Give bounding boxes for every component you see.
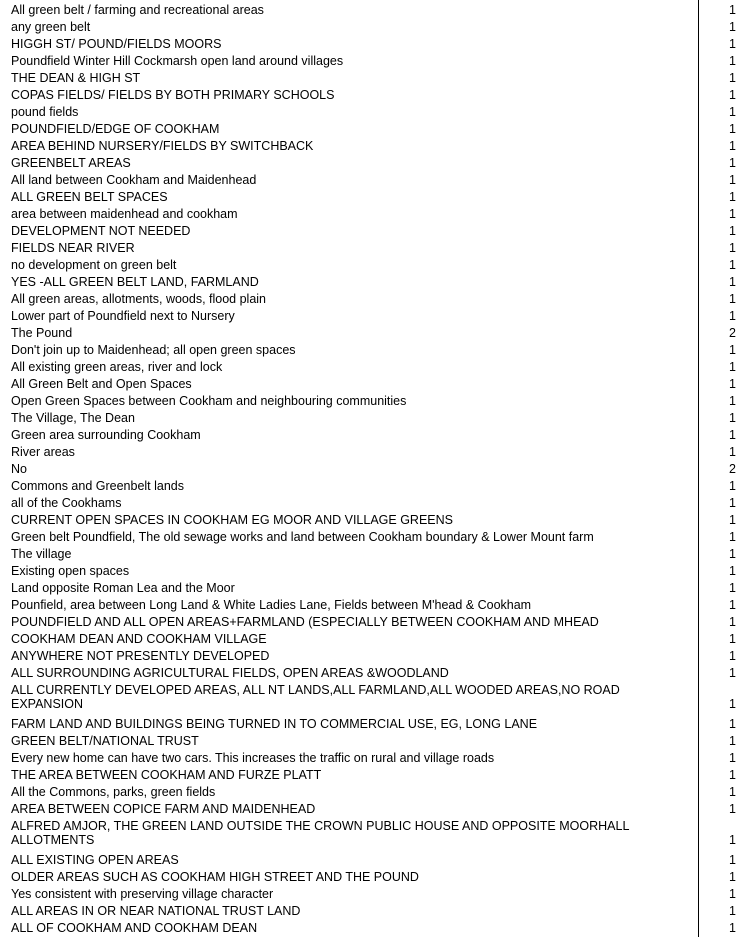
response-text: FARM LAND AND BUILDINGS BEING TURNED IN TO COMMERCIAL USE, EG, LONG LANE (11, 717, 538, 731)
table-row (0, 88, 747, 105)
response-text: The Pound (11, 326, 73, 340)
response-text: DEVELOPMENT NOT NEEDED (11, 224, 191, 238)
table-row (0, 921, 747, 938)
table-row (0, 802, 747, 819)
response-text: CURRENT OPEN SPACES IN COOKHAM EG MOOR AND VILLAGE GREENS (11, 513, 453, 527)
table-row (0, 768, 747, 785)
table-row (0, 683, 747, 714)
table-row (0, 360, 747, 377)
response-text: Existing open spaces (11, 564, 130, 578)
response-text: All land between Cookham and Maidenhead (11, 173, 257, 187)
response-text: All the Commons, parks, green fields (11, 785, 216, 799)
table-row (0, 632, 747, 649)
table-row (0, 37, 747, 54)
response-text: Pounfield, area between Long Land & White Ladies Lane, Fields between M'head & Cookham (11, 598, 532, 612)
response-text: ALL OF COOKHAM AND COOKHAM DEAN (11, 921, 258, 935)
table-row (0, 54, 747, 71)
table-row (0, 819, 747, 850)
table-row (0, 241, 747, 258)
table-row (0, 326, 747, 343)
table-row (0, 122, 747, 139)
response-count: 1 (729, 156, 736, 170)
response-text: COOKHAM DEAN AND COOKHAM VILLAGE (11, 632, 267, 646)
response-text: THE DEAN & HIGH ST (11, 71, 141, 85)
response-count: 1 (729, 241, 736, 255)
response-text: Land opposite Roman Lea and the Moor (11, 581, 235, 595)
response-count: 1 (729, 20, 736, 34)
table-row (0, 377, 747, 394)
response-text: The village (11, 547, 72, 561)
table-row (0, 445, 747, 462)
response-count: 1 (729, 904, 736, 918)
response-text: ALL GREEN BELT SPACES (11, 190, 168, 204)
response-text: ALL AREAS IN OR NEAR NATIONAL TRUST LAND (11, 904, 301, 918)
table-row (0, 343, 747, 360)
response-text: GREENBELT AREAS (11, 156, 131, 170)
response-count: 2 (729, 462, 736, 476)
response-text: ALL CURRENTLY DEVELOPED AREAS, ALL NT LANDS,ALL FARMLAND,ALL WOODED AREAS,NO ROAD EXPANSION (11, 683, 620, 711)
table-row (0, 224, 747, 241)
table-row (0, 207, 747, 224)
response-text: Yes consistent with preserving village character (11, 887, 274, 901)
table-row (0, 887, 747, 904)
response-text: COPAS FIELDS/ FIELDS BY BOTH PRIMARY SCHOOLS (11, 88, 335, 102)
response-text: Open Green Spaces between Cookham and neighbouring communities (11, 394, 407, 408)
response-text: The Village, The Dean (11, 411, 135, 425)
table-row (0, 156, 747, 173)
response-text: Commons and Greenbelt lands (11, 479, 185, 493)
response-count: 1 (729, 394, 736, 408)
table-row (0, 496, 747, 513)
response-count: 1 (729, 3, 736, 17)
table-row (0, 564, 747, 581)
response-count: 1 (729, 530, 736, 544)
table-row (0, 428, 747, 445)
response-count: 1 (729, 275, 736, 289)
response-text: HIGGH ST/ POUND/FIELDS MOORS (11, 37, 222, 51)
response-text: All green belt / farming and recreational areas (11, 3, 264, 17)
table-row (0, 751, 747, 768)
response-count: 1 (729, 598, 736, 612)
table-row (0, 411, 747, 428)
response-text: POUNDFIELD/EDGE OF COOKHAM (11, 122, 220, 136)
table-row (0, 394, 747, 411)
response-count: 1 (729, 343, 736, 357)
table-row (0, 479, 747, 496)
response-count: 1 (729, 173, 736, 187)
table-row (0, 292, 747, 309)
response-text: AREA BEHIND NURSERY/FIELDS BY SWITCHBACK (11, 139, 314, 153)
response-count: 1 (729, 581, 736, 595)
table-row (0, 105, 747, 122)
table-row (0, 309, 747, 326)
response-text: Poundfield Winter Hill Cockmarsh open land around villages (11, 54, 344, 68)
response-count: 1 (729, 54, 736, 68)
response-text: Don't join up to Maidenhead; all open green spaces (11, 343, 296, 357)
response-count: 1 (729, 292, 736, 306)
response-text: ALL EXISTING OPEN AREAS (11, 853, 179, 867)
table-row (0, 615, 747, 632)
response-count: 1 (729, 564, 736, 578)
response-count: 1 (729, 717, 736, 731)
response-count: 1 (729, 224, 736, 238)
table-row (0, 275, 747, 292)
response-count: 1 (729, 697, 736, 711)
response-text: OLDER AREAS SUCH AS COOKHAM HIGH STREET AND THE POUND (11, 870, 419, 884)
response-count: 1 (729, 785, 736, 799)
response-text: pound fields (11, 105, 79, 119)
response-count: 1 (729, 139, 736, 153)
response-text: ALL SURROUNDING AGRICULTURAL FIELDS, OPEN AREAS &WOODLAND (11, 666, 449, 680)
response-count: 1 (729, 37, 736, 51)
response-count: 1 (729, 445, 736, 459)
response-text: Green belt Poundfield, The old sewage works and land between Cookham boundary & Lower Mount farm (11, 530, 594, 544)
table-row (0, 870, 747, 887)
response-count: 1 (729, 71, 736, 85)
response-text: ANYWHERE NOT PRESENTLY DEVELOPED (11, 649, 270, 663)
table-row (0, 649, 747, 666)
table-row (0, 3, 747, 20)
response-count: 1 (729, 833, 736, 847)
response-text: GREEN BELT/NATIONAL TRUST (11, 734, 199, 748)
response-count: 1 (729, 666, 736, 680)
response-count: 1 (729, 853, 736, 867)
response-text: YES -ALL GREEN BELT LAND, FARMLAND (11, 275, 259, 289)
response-text: FIELDS NEAR RIVER (11, 241, 135, 255)
response-count: 1 (729, 411, 736, 425)
response-count: 1 (729, 734, 736, 748)
response-text: any green belt (11, 20, 91, 34)
table-row (0, 666, 747, 683)
response-text: THE AREA BETWEEN COOKHAM AND FURZE PLATT (11, 768, 322, 782)
table-row (0, 904, 747, 921)
response-text: Lower part of Poundfield next to Nursery (11, 309, 235, 323)
response-text: ALFRED AMJOR, THE GREEN LAND OUTSIDE THE CROWN PUBLIC HOUSE AND OPPOSITE MOORHALL ALLOTMENTS (11, 819, 629, 847)
response-count: 1 (729, 122, 736, 136)
response-text: All Green Belt and Open Spaces (11, 377, 192, 391)
response-text: Every new home can have two cars. This increases the traffic on rural and village roads (11, 751, 495, 765)
table-row (0, 71, 747, 88)
response-count: 1 (729, 615, 736, 629)
table-row (0, 853, 747, 870)
response-text: POUNDFIELD AND ALL OPEN AREAS+FARMLAND (ESPECIALLY BETWEEN COOKHAM AND MHEAD (11, 615, 599, 629)
table-row (0, 581, 747, 598)
response-count: 1 (729, 360, 736, 374)
response-text: no development on green belt (11, 258, 177, 272)
response-count: 1 (729, 479, 736, 493)
table-row (0, 258, 747, 275)
table-row (0, 785, 747, 802)
response-text: All green areas, allotments, woods, flood plain (11, 292, 267, 306)
response-count: 1 (729, 887, 736, 901)
response-count: 1 (729, 88, 736, 102)
response-count: 1 (729, 309, 736, 323)
response-count: 1 (729, 377, 736, 391)
table-row (0, 190, 747, 207)
response-text: All existing green areas, river and lock (11, 360, 223, 374)
response-count: 1 (729, 496, 736, 510)
response-count: 1 (729, 207, 736, 221)
response-text: Green area surrounding Cookham (11, 428, 201, 442)
response-count: 1 (729, 258, 736, 272)
response-text: No (11, 462, 27, 476)
response-count: 1 (729, 428, 736, 442)
table-row (0, 139, 747, 156)
table-row (0, 173, 747, 190)
response-count: 1 (729, 190, 736, 204)
response-count: 2 (729, 326, 736, 340)
response-count: 1 (729, 513, 736, 527)
response-text: River areas (11, 445, 75, 459)
table-row (0, 530, 747, 547)
table-row (0, 462, 747, 479)
response-text: AREA BETWEEN COPICE FARM AND MAIDENHEAD (11, 802, 316, 816)
response-count: 1 (729, 649, 736, 663)
response-count: 1 (729, 768, 736, 782)
table-row (0, 734, 747, 751)
response-count: 1 (729, 632, 736, 646)
response-count: 1 (729, 547, 736, 561)
response-count: 1 (729, 921, 736, 935)
table-row (0, 20, 747, 37)
response-text: area between maidenhead and cookham (11, 207, 238, 221)
response-count: 1 (729, 802, 736, 816)
table-row (0, 513, 747, 530)
table-row (0, 547, 747, 564)
table-row (0, 598, 747, 615)
response-text: all of the Cookhams (11, 496, 122, 510)
response-count: 1 (729, 105, 736, 119)
response-count: 1 (729, 751, 736, 765)
table-row (0, 717, 747, 734)
response-count: 1 (729, 870, 736, 884)
